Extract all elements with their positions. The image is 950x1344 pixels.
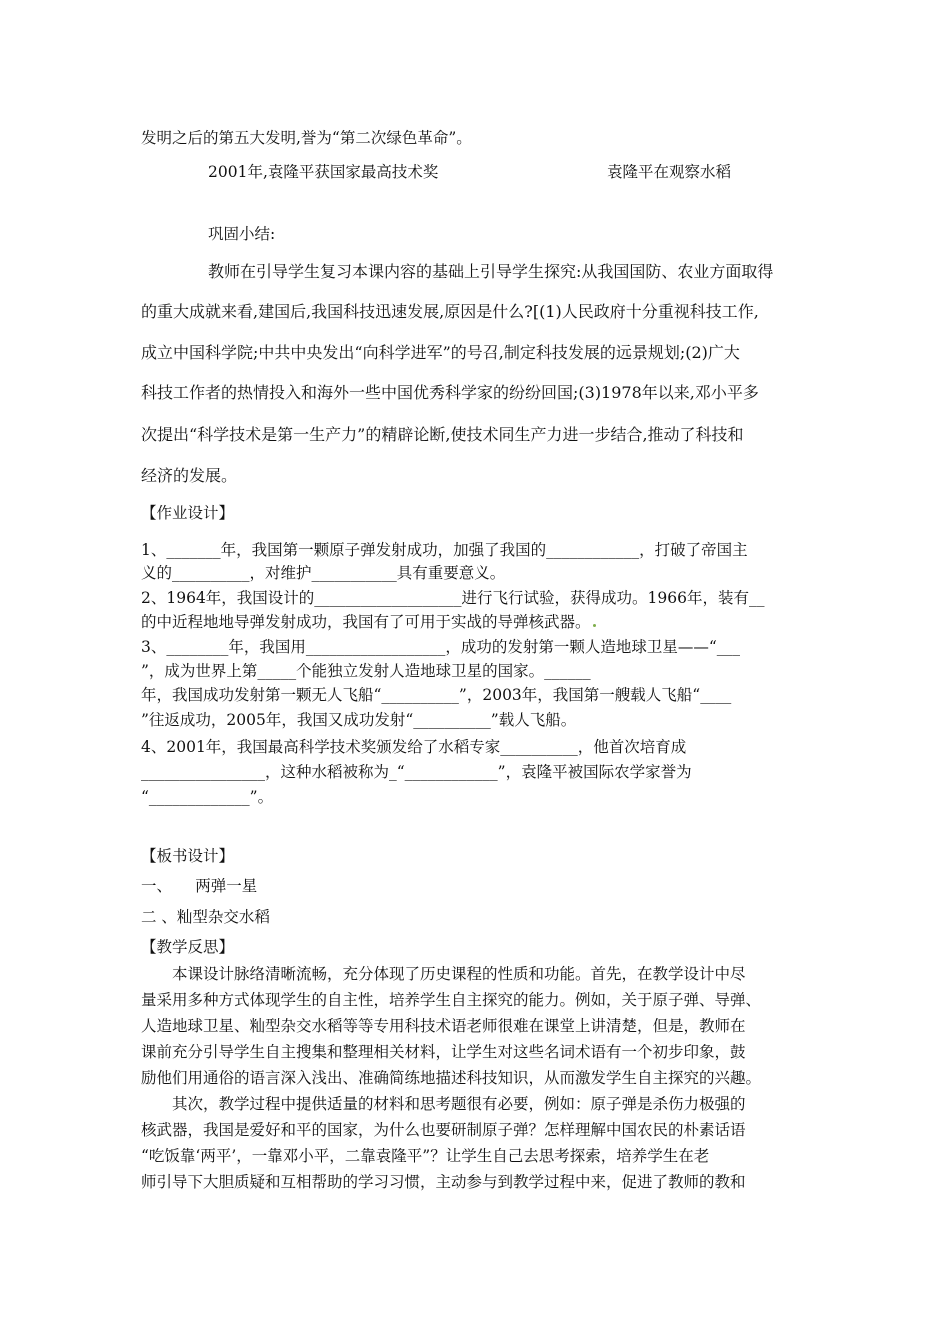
summary-line: 次提出“科学技术是第一生产力”的精辟论断,使技术同生产力进一步结合,推动了科技和 [141,425,744,444]
board-heading: 【板书设计】 [141,847,235,865]
reflection-heading: 【教学反思】 [141,938,235,956]
reflection-line: “吃饭靠‘两平’，一靠邓小平，二靠袁隆平”？让学生自己去思考探索，培养学生在老 [141,1147,710,1165]
reflection-line: 人造地球卫星、籼型杂交水稻等等专用科技术语老师很难在课堂上讲清楚，但是，教师在 [141,1017,746,1035]
homework-line: 2、1964年，我国设计的___________________进行飞行试验，获得成功。1966年，装有__ [141,589,765,607]
reflection-line: 师引导下大胆质疑和互相帮助的学习习惯，主动参与到教学过程中来，促进了教师的教和 [141,1173,746,1191]
summary-line: 经济的发展。 [141,466,238,485]
homework-line: ________________，这种水稻被称为_“____________”，袁隆平被国际农学家誉为 [141,763,692,781]
homework-line: 的中近程地地导弹发射成功，我国有了可用于实战的导弹核武器。 [141,613,591,631]
reflection-line: 核武器，我国是爱好和平的国家，为什么也要研制原子弹？怎样理解中国农民的朴素话语 [141,1121,746,1139]
intro-line: 发明之后的第五大发明,誉为“第二次绿色革命”。 [141,129,472,147]
summary-line: 成立中国科学院;中共中央发出“向科学进军”的号召,制定科技发展的远景规划;(2)广大 [141,343,740,362]
photo-caption-right: 袁隆平在观察水稻 [607,163,732,181]
homework-line: 1、_______年，我国第一颗原子弹发射成功，加强了我国的____________，打破了帝国主 [141,541,748,559]
homework-line: ”，成为世界上第_____个能独立发射人造地球卫星的国家。______ [141,662,591,680]
homework-line: ”往返成功，2005年，我国又成功发射“__________”载人飞船。 [141,711,577,729]
homework-line: 3、________年，我国用__________________，成功的发射第一颗人造地球卫星——“___ [141,638,741,656]
summary-heading: 巩固小结: [208,225,276,243]
highlight-mark [593,624,596,627]
homework-line: 4、2001年，我国最高科学技术奖颁发给了水稻专家__________，他首次培育成 [141,738,687,756]
homework-line: 年，我国成功发射第一颗无人飞船“__________”，2003年，我国第一艘载人飞船“____ [141,686,732,704]
homework-line: 义的__________，对维护___________具有重要意义。 [141,564,506,582]
summary-line: 教师在引导学生复习本课内容的基础上引导学生探究:从我国国防、农业方面取得 [208,262,774,281]
board-item-1: 一、 两弹一星 [141,877,258,895]
photo-caption-left: 2001年,袁隆平获国家最高技术奖 [208,163,439,181]
reflection-line: 其次，教学过程中提供适量的材料和思考题很有必要，例如：原子弹是杀伤力极强的 [172,1095,746,1113]
reflection-line: 课前充分引导学生自主搜集和整理相关材料，让学生对这些名词术语有一个初步印象，鼓 [141,1043,746,1061]
homework-line-with-mark [141,612,596,632]
reflection-line: 励他们用通俗的语言深入浅出、准确简练地描述科技知识，从而激发学生自主探究的兴趣。 [141,1069,762,1087]
summary-line: 的重大成就来看,建国后,我国科技迅速发展,原因是什么?[(1)人民政府十分重视科技工作, [141,302,759,321]
reflection-line: 量采用多种方式体现学生的自主性，培养学生自主探究的能力。例如，关于原子弹、导弹、 [141,991,762,1009]
homework-heading: 【作业设计】 [141,504,235,522]
homework-line: “_____________”。 [141,788,274,806]
summary-line: 科技工作者的热情投入和海外一些中国优秀科学家的纷纷回国;(3)1978年以来,邓小平多 [141,383,759,402]
reflection-line: 本课设计脉络清晰流畅，充分体现了历史课程的性质和功能。首先，在教学设计中尽 [172,965,746,983]
board-item-2: 二 、籼型杂交水稻 [141,908,270,926]
